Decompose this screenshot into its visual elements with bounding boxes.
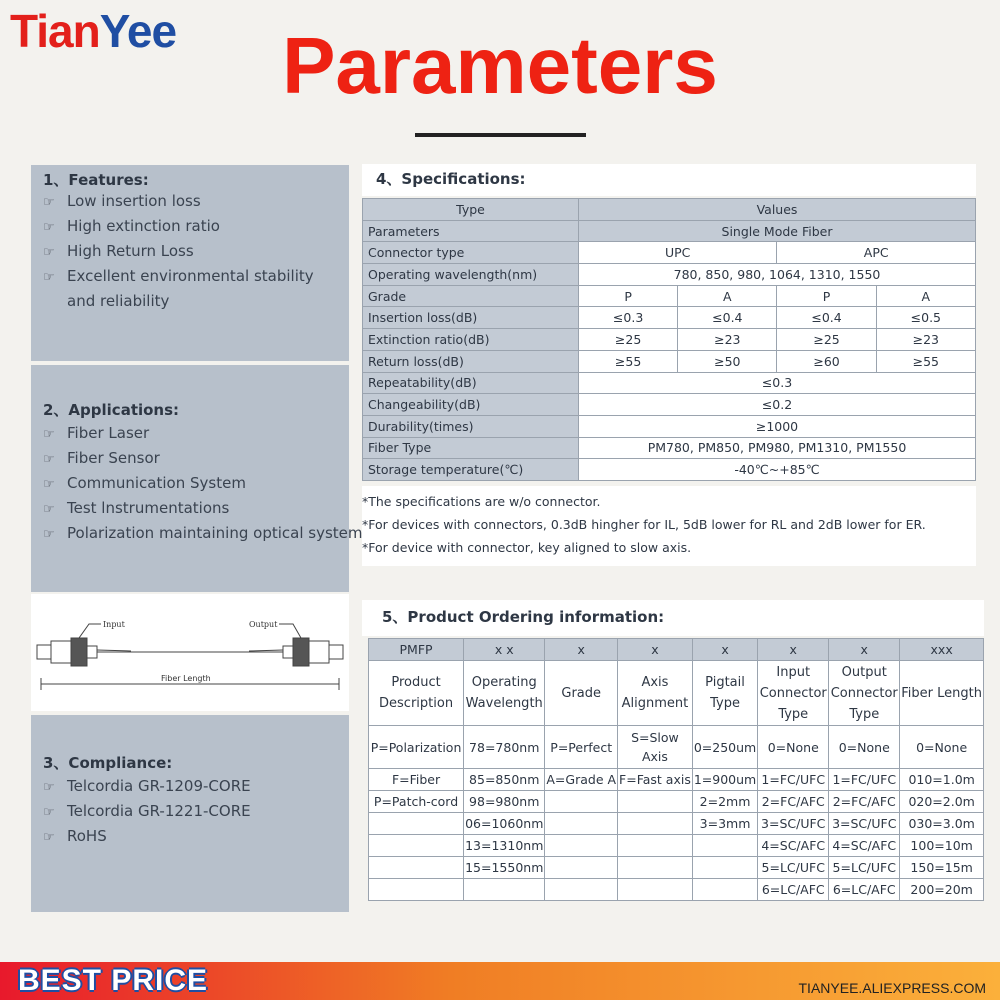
table-row bbox=[369, 813, 984, 835]
page-title: Parameters bbox=[282, 21, 718, 110]
pointing-hand-icon: ☞ bbox=[43, 245, 55, 260]
list-item: ☞ Polarization maintaining optical system bbox=[43, 521, 363, 546]
table-row bbox=[369, 726, 984, 769]
row-label: Extinction ratio(dB) bbox=[363, 329, 579, 351]
table-cell bbox=[369, 813, 464, 835]
row-label: Fiber Type bbox=[363, 437, 579, 459]
list-item: ☞ Low insertion loss bbox=[43, 189, 314, 214]
fiber-length-label: Fiber Length bbox=[161, 674, 211, 683]
row-label: Changeability(dB) bbox=[363, 394, 579, 416]
table-cell: 0=None bbox=[900, 726, 984, 769]
description-cell: Fiber Length bbox=[900, 661, 984, 726]
table-row bbox=[363, 459, 976, 481]
note-line: *The specifications are w/o connector. bbox=[362, 494, 601, 509]
compliance-panel bbox=[31, 715, 349, 912]
table-cell: ≥55 bbox=[876, 350, 975, 372]
table-row bbox=[369, 791, 984, 813]
table-cell: 6=LC/AFC bbox=[829, 879, 900, 901]
list-item: ☞ Telcordia GR-1221-CORE bbox=[43, 799, 251, 824]
parameters-label: Parameters bbox=[363, 220, 579, 242]
table-cell: 2=FC/AFC bbox=[758, 791, 829, 813]
description-cell: Operating Wavelength bbox=[464, 661, 545, 726]
ordering-heading: 5、Product Ordering information: bbox=[362, 600, 984, 636]
table-cell: 150=15m bbox=[900, 857, 984, 879]
table-cell bbox=[618, 791, 693, 813]
brand-part1: Tian bbox=[10, 5, 100, 57]
description-cell: Grade bbox=[545, 661, 618, 726]
pointing-hand-icon: ☞ bbox=[43, 527, 55, 542]
list-item: ☞ Excellent environmental stability bbox=[43, 264, 314, 289]
description-cell: Output Connector Type bbox=[829, 661, 900, 726]
table-cell: ≥25 bbox=[579, 329, 678, 351]
table-cell: ≤0.2 bbox=[579, 394, 976, 416]
row-label: Durability(times) bbox=[363, 415, 579, 437]
table-row bbox=[369, 835, 984, 857]
table-cell: 4=SC/AFC bbox=[829, 835, 900, 857]
table-cell: 5=LC/UFC bbox=[758, 857, 829, 879]
pointing-hand-icon: ☞ bbox=[43, 195, 55, 210]
table-cell: PM780, PM850, PM980, PM1310, PM1550 bbox=[579, 437, 976, 459]
row-label: Return loss(dB) bbox=[363, 350, 579, 372]
table-cell bbox=[545, 791, 618, 813]
table-cell: A bbox=[678, 285, 777, 307]
table-cell: ≥23 bbox=[678, 329, 777, 351]
table-cell bbox=[545, 813, 618, 835]
description-cell: Pigtail Type bbox=[692, 661, 757, 726]
table-row bbox=[363, 264, 976, 286]
fiber-diagram bbox=[31, 594, 349, 711]
pointing-hand-icon: ☞ bbox=[43, 830, 55, 845]
table-cell: 78=780nm bbox=[464, 726, 545, 769]
values-label: Values bbox=[579, 199, 976, 221]
table-cell: A=Grade A bbox=[545, 769, 618, 791]
pointing-hand-icon: ☞ bbox=[43, 220, 55, 235]
list-item: ☞ Test lnstrumentations bbox=[43, 496, 363, 521]
table-cell: ≤0.3 bbox=[579, 372, 976, 394]
table-cell: 3=SC/UFC bbox=[829, 813, 900, 835]
table-cell: F=Fiber bbox=[369, 769, 464, 791]
table-cell: 2=2mm bbox=[692, 791, 757, 813]
pointing-hand-icon: ☞ bbox=[43, 502, 55, 517]
table-cell: P=Perfect bbox=[545, 726, 618, 769]
upc-label: UPC bbox=[579, 242, 777, 264]
table-row bbox=[363, 307, 976, 329]
table-cell: 200=20m bbox=[900, 879, 984, 901]
table-cell: 5=LC/UFC bbox=[829, 857, 900, 879]
table-cell: 3=SC/UFC bbox=[758, 813, 829, 835]
table-row bbox=[369, 769, 984, 791]
table-cell: 0=None bbox=[758, 726, 829, 769]
table-cell: ≥25 bbox=[777, 329, 876, 351]
table-cell: 0=None bbox=[829, 726, 900, 769]
output-label: Output bbox=[249, 620, 278, 629]
list-item-continuation: and reliability bbox=[67, 292, 170, 310]
pointing-hand-icon: ☞ bbox=[43, 427, 55, 442]
row-label: Connector type bbox=[363, 242, 579, 264]
features-panel bbox=[31, 165, 349, 361]
compliance-heading: 3、Compliance: bbox=[43, 754, 173, 772]
brand-part2: Yee bbox=[99, 5, 177, 57]
table-cell: 1=FC/UFC bbox=[829, 769, 900, 791]
description-cell: Product Description bbox=[369, 661, 464, 726]
table-cell: ≤0.4 bbox=[678, 307, 777, 329]
apc-label: APC bbox=[777, 242, 976, 264]
table-cell: ≥1000 bbox=[579, 415, 976, 437]
table-cell bbox=[369, 857, 464, 879]
code-cell: x bbox=[692, 639, 757, 661]
list-item: ☞ Fiber Laser bbox=[43, 421, 363, 446]
table-row bbox=[369, 879, 984, 901]
list-item: ☞ Fiber Sensor bbox=[43, 446, 363, 471]
pointing-hand-icon: ☞ bbox=[43, 805, 55, 820]
specifications-heading: 4、Specifications: bbox=[362, 164, 976, 196]
table-row bbox=[363, 415, 976, 437]
table-cell: P bbox=[579, 285, 678, 307]
code-cell: PMFP bbox=[369, 639, 464, 661]
code-cell: x x bbox=[464, 639, 545, 661]
table-row bbox=[363, 285, 976, 307]
table-cell: ≤0.3 bbox=[579, 307, 678, 329]
table-cell bbox=[545, 857, 618, 879]
note-line: *For device with connector, key aligned to slow axis. bbox=[362, 540, 692, 555]
table-cell: 020=2.0m bbox=[900, 791, 984, 813]
table-row bbox=[369, 857, 984, 879]
table-row bbox=[363, 437, 976, 459]
row-label: Insertion loss(dB) bbox=[363, 307, 579, 329]
table-cell: 2=FC/AFC bbox=[829, 791, 900, 813]
row-label: Operating wavelength(nm) bbox=[363, 264, 579, 286]
table-cell: ≤0.4 bbox=[777, 307, 876, 329]
table-cell: 030=3.0m bbox=[900, 813, 984, 835]
code-cell: x bbox=[829, 639, 900, 661]
code-row bbox=[369, 639, 984, 661]
table-cell bbox=[369, 835, 464, 857]
table-cell: -40℃~+85℃ bbox=[579, 459, 976, 481]
row-label: Repeatability(dB) bbox=[363, 372, 579, 394]
table-cell: 780, 850, 980, 1064, 1310, 1550 bbox=[579, 264, 976, 286]
pointing-hand-icon: ☞ bbox=[43, 477, 55, 492]
note-line: *For devices with connectors, 0.3dB hingher for IL, 5dB lower for RL and 2dB lower for ER. bbox=[362, 517, 926, 532]
list-item: ☞ Communication System bbox=[43, 471, 363, 496]
description-cell: Axis Alignment bbox=[618, 661, 693, 726]
row-label: Grade bbox=[363, 285, 579, 307]
table-row bbox=[363, 394, 976, 416]
single-mode-label: Single Mode Fiber bbox=[579, 220, 976, 242]
applications-heading: 2、Applications: bbox=[43, 401, 180, 419]
table-cell bbox=[692, 835, 757, 857]
table-cell: 1=900um bbox=[692, 769, 757, 791]
type-label: Type bbox=[363, 199, 579, 221]
compliance-list bbox=[43, 774, 251, 849]
table-cell bbox=[692, 857, 757, 879]
input-label: Input bbox=[103, 620, 125, 629]
table-cell bbox=[692, 879, 757, 901]
table-cell: 85=850nm bbox=[464, 769, 545, 791]
table-cell bbox=[618, 835, 693, 857]
table-cell bbox=[618, 813, 693, 835]
table-cell: 3=3mm bbox=[692, 813, 757, 835]
code-cell: x bbox=[545, 639, 618, 661]
table-cell: ≤0.5 bbox=[876, 307, 975, 329]
table-cell: P bbox=[777, 285, 876, 307]
table-cell: 6=LC/AFC bbox=[758, 879, 829, 901]
table-cell: ≥23 bbox=[876, 329, 975, 351]
features-heading: 1、Features: bbox=[43, 171, 149, 189]
table-cell: 15=1550nm bbox=[464, 857, 545, 879]
specification-notes bbox=[362, 486, 976, 566]
patchcord-drawing bbox=[31, 594, 349, 711]
ordering-table bbox=[368, 638, 984, 901]
list-item: ☞ High extinction ratio bbox=[43, 214, 314, 239]
row-label: Storage temperature(℃) bbox=[363, 459, 579, 481]
table-cell bbox=[618, 879, 693, 901]
table-cell: 4=SC/AFC bbox=[758, 835, 829, 857]
description-row bbox=[369, 661, 984, 726]
code-cell: xxx bbox=[900, 639, 984, 661]
table-row bbox=[363, 372, 976, 394]
table-row bbox=[363, 329, 976, 351]
pointing-hand-icon: ☞ bbox=[43, 270, 55, 285]
table-cell: F=Fast axis bbox=[618, 769, 693, 791]
specifications-table bbox=[362, 198, 976, 481]
table-row bbox=[363, 220, 976, 242]
applications-panel bbox=[31, 365, 363, 592]
list-item: ☞ High Return Loss bbox=[43, 239, 314, 264]
features-list bbox=[43, 189, 314, 314]
list-item: ☞ Telcordia GR-1209-CORE bbox=[43, 774, 251, 799]
code-cell: x bbox=[618, 639, 693, 661]
table-cell: ≥55 bbox=[579, 350, 678, 372]
table-cell: 13=1310nm bbox=[464, 835, 545, 857]
table-cell: 06=1060nm bbox=[464, 813, 545, 835]
table-cell: ≥60 bbox=[777, 350, 876, 372]
pointing-hand-icon: ☞ bbox=[43, 452, 55, 467]
table-row bbox=[363, 199, 976, 221]
table-cell bbox=[369, 879, 464, 901]
table-cell: 100=10m bbox=[900, 835, 984, 857]
best-price-label: BEST PRICE bbox=[18, 964, 209, 997]
table-cell: ≥50 bbox=[678, 350, 777, 372]
title-divider bbox=[415, 133, 586, 137]
table-cell: P=Polarization bbox=[369, 726, 464, 769]
list-item: ☞ RoHS bbox=[43, 824, 251, 849]
table-cell bbox=[545, 835, 618, 857]
table-cell bbox=[545, 879, 618, 901]
description-cell: Input Connector Type bbox=[758, 661, 829, 726]
store-url: TIANYEE.ALIEXPRESS.COM bbox=[798, 980, 986, 996]
code-cell: x bbox=[758, 639, 829, 661]
table-cell: 010=1.0m bbox=[900, 769, 984, 791]
table-cell: A bbox=[876, 285, 975, 307]
table-cell: 0=250um bbox=[692, 726, 757, 769]
table-cell: 1=FC/UFC bbox=[758, 769, 829, 791]
table-row bbox=[363, 350, 976, 372]
table-cell: 98=980nm bbox=[464, 791, 545, 813]
table-cell: S=Slow Axis bbox=[618, 726, 693, 769]
table-cell bbox=[464, 879, 545, 901]
table-cell bbox=[618, 857, 693, 879]
pointing-hand-icon: ☞ bbox=[43, 780, 55, 795]
table-row bbox=[363, 242, 976, 264]
table-cell: P=Patch-cord bbox=[369, 791, 464, 813]
applications-list bbox=[43, 421, 363, 546]
